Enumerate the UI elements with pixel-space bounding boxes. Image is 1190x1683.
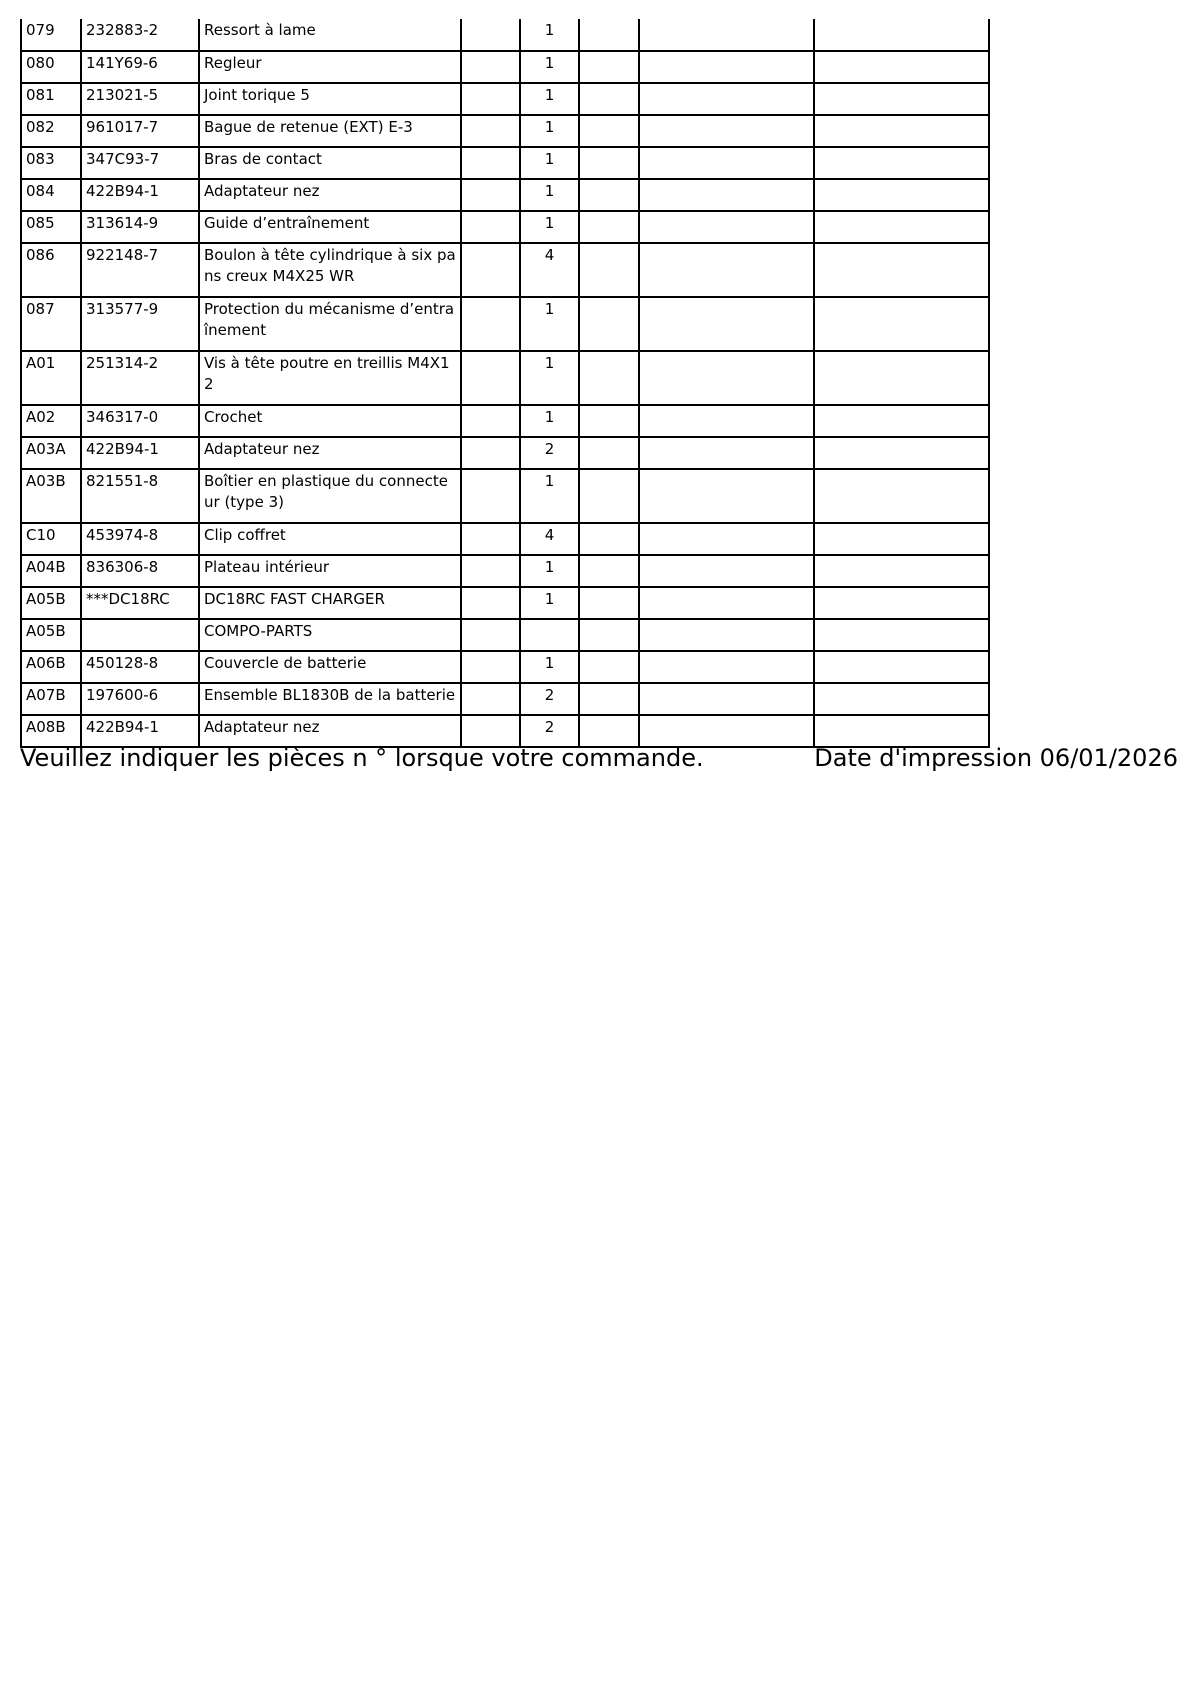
part-description-text: Joint torique 5 [204,86,310,104]
table-row [21,211,989,243]
empty-cell [461,683,520,715]
part-number-cell: 079 [21,19,81,51]
table-row [21,523,989,555]
empty-cell [579,115,639,147]
empty-cell [639,83,814,115]
part-description-cell [199,619,461,651]
part-reference-cell: 141Y69-6 [81,51,199,83]
part-reference-cell [81,619,199,651]
part-quantity-cell: 1 [520,405,579,437]
empty-cell [639,469,814,523]
empty-cell [579,619,639,651]
part-description-cell [199,587,461,619]
empty-cell [814,297,989,351]
part-reference-cell: 836306-8 [81,555,199,587]
empty-cell [461,469,520,523]
part-description-cell [199,179,461,211]
part-description-cell [199,297,461,351]
empty-cell [814,19,989,51]
empty-cell [814,243,989,297]
empty-cell [814,211,989,243]
empty-cell [461,523,520,555]
empty-cell [814,555,989,587]
part-reference-cell: 422B94-1 [81,715,199,747]
part-quantity-cell: 2 [520,683,579,715]
part-quantity-cell: 1 [520,83,579,115]
empty-cell [579,683,639,715]
part-reference-cell: 422B94-1 [81,437,199,469]
empty-cell [639,683,814,715]
part-description-text: COMPO-PARTS [204,622,313,640]
empty-cell [579,211,639,243]
empty-cell [639,405,814,437]
table-row [21,297,989,351]
part-description-cell [199,683,461,715]
empty-cell [639,651,814,683]
empty-cell [814,523,989,555]
empty-cell [814,351,989,405]
part-description-text: Vis à tête poutre en treillis M4X12 [204,354,450,393]
empty-cell [639,555,814,587]
empty-cell [639,115,814,147]
empty-cell [639,147,814,179]
part-description-text: Ensemble BL1830B de la batterie [204,686,456,704]
empty-cell [461,651,520,683]
table-row [21,683,989,715]
empty-cell [579,351,639,405]
part-description-text: Bras de contact [204,150,322,168]
empty-cell [461,619,520,651]
empty-cell [461,83,520,115]
part-description-cell [199,115,461,147]
part-number-cell: A03A [21,437,81,469]
part-description-text: Couvercle de batterie [204,654,367,672]
part-quantity-cell: 1 [520,147,579,179]
empty-cell [461,179,520,211]
empty-cell [579,405,639,437]
part-number-cell: 085 [21,211,81,243]
part-quantity-cell: 1 [520,19,579,51]
empty-cell [639,619,814,651]
table-row [21,555,989,587]
part-description-cell [199,243,461,297]
empty-cell [461,19,520,51]
empty-cell [639,211,814,243]
parts-table [20,19,990,748]
print-date: Date d'impression 06/01/2026 [814,744,1178,772]
part-number-cell: A02 [21,405,81,437]
part-number-cell: 080 [21,51,81,83]
empty-cell [461,297,520,351]
part-reference-cell: 821551-8 [81,469,199,523]
part-reference-cell: 450128-8 [81,651,199,683]
empty-cell [461,405,520,437]
empty-cell [814,469,989,523]
empty-cell [814,683,989,715]
empty-cell [814,651,989,683]
part-description-text: Plateau intérieur [204,558,330,576]
part-reference-cell: 213021-5 [81,83,199,115]
part-description-text: Clip coffret [204,526,286,544]
empty-cell [461,211,520,243]
part-number-cell: A01 [21,351,81,405]
empty-cell [579,243,639,297]
empty-cell [639,19,814,51]
part-quantity-cell: 4 [520,523,579,555]
part-quantity-cell: 1 [520,651,579,683]
part-reference-cell: 251314-2 [81,351,199,405]
part-description-cell [199,83,461,115]
empty-cell [639,351,814,405]
part-description-cell [199,437,461,469]
part-quantity-cell: 1 [520,51,579,83]
part-quantity-cell: 4 [520,243,579,297]
table-row [21,179,989,211]
empty-cell [579,651,639,683]
empty-cell [639,297,814,351]
part-reference-cell: 961017-7 [81,115,199,147]
part-reference-cell: 313614-9 [81,211,199,243]
part-reference-cell: 313577-9 [81,297,199,351]
empty-cell [461,115,520,147]
part-quantity-cell: 1 [520,587,579,619]
empty-cell [461,587,520,619]
empty-cell [579,555,639,587]
part-number-cell: 082 [21,115,81,147]
empty-cell [639,587,814,619]
table-row [21,651,989,683]
part-description-cell [199,51,461,83]
part-number-cell: A05B [21,587,81,619]
part-quantity-cell: 1 [520,555,579,587]
empty-cell [579,587,639,619]
part-number-cell: 086 [21,243,81,297]
part-reference-cell: 346317-0 [81,405,199,437]
empty-cell [814,437,989,469]
part-description-text: Bague de retenue (EXT) E-3 [204,118,413,136]
part-quantity-cell [520,619,579,651]
empty-cell [579,437,639,469]
empty-cell [814,115,989,147]
part-quantity-cell: 1 [520,115,579,147]
table-row [21,587,989,619]
table-row [21,243,989,297]
table-row [21,469,989,523]
part-description-text: Crochet [204,408,263,426]
part-description-text: Guide d’entraînement [204,214,370,232]
part-description-text: DC18RC FAST CHARGER [204,590,385,608]
part-description-cell [199,147,461,179]
part-description-cell [199,211,461,243]
part-description-cell [199,651,461,683]
part-number-cell: 083 [21,147,81,179]
part-reference-cell: ***DC18RC [81,587,199,619]
empty-cell [461,243,520,297]
empty-cell [579,523,639,555]
empty-cell [814,405,989,437]
part-description-cell [199,405,461,437]
empty-cell [639,437,814,469]
table-row [21,115,989,147]
part-description-text: Boîtier en plastique du connecteur (type 3) [204,472,448,511]
part-quantity-cell: 1 [520,351,579,405]
empty-cell [461,351,520,405]
part-reference-cell: 422B94-1 [81,179,199,211]
part-quantity-cell: 2 [520,437,579,469]
part-quantity-cell: 1 [520,211,579,243]
part-description-cell [199,19,461,51]
empty-cell [814,83,989,115]
empty-cell [461,555,520,587]
empty-cell [579,51,639,83]
empty-cell [814,619,989,651]
part-number-cell: A06B [21,651,81,683]
part-description-cell [199,469,461,523]
empty-cell [639,179,814,211]
part-description-text: Protection du mécanisme d’entraînement [204,300,455,339]
empty-cell [639,51,814,83]
empty-cell [814,179,989,211]
part-description-text: Adaptateur nez [204,718,320,736]
part-description-cell [199,351,461,405]
part-quantity-cell: 2 [520,715,579,747]
empty-cell [639,523,814,555]
parts-table-body [21,19,989,747]
part-reference-cell: 922148-7 [81,243,199,297]
part-reference-cell: 453974-8 [81,523,199,555]
empty-cell [461,51,520,83]
table-row [21,51,989,83]
part-description-text: Regleur [204,54,262,72]
table-row [21,147,989,179]
part-reference-cell: 347C93-7 [81,147,199,179]
part-number-cell: 087 [21,297,81,351]
part-number-cell: A03B [21,469,81,523]
empty-cell [814,51,989,83]
part-number-cell: A04B [21,555,81,587]
empty-cell [579,19,639,51]
empty-cell [579,147,639,179]
empty-cell [639,243,814,297]
part-reference-cell: 232883-2 [81,19,199,51]
table-row [21,619,989,651]
part-quantity-cell: 1 [520,469,579,523]
empty-cell [814,147,989,179]
table-row [21,19,989,51]
order-instruction: Veuillez indiquer les pièces n ° lorsque votre commande. [20,744,704,772]
part-reference-cell: 197600-6 [81,683,199,715]
empty-cell [579,297,639,351]
part-number-cell: A08B [21,715,81,747]
empty-cell [461,437,520,469]
part-description-cell [199,523,461,555]
empty-cell [579,83,639,115]
part-description-cell [199,555,461,587]
empty-cell [814,587,989,619]
part-number-cell: C10 [21,523,81,555]
part-number-cell: 081 [21,83,81,115]
empty-cell [579,179,639,211]
part-number-cell: A05B [21,619,81,651]
part-description-text: Adaptateur nez [204,440,320,458]
empty-cell [579,469,639,523]
table-row [21,437,989,469]
table-row [21,83,989,115]
part-number-cell: A07B [21,683,81,715]
part-quantity-cell: 1 [520,179,579,211]
table-row [21,405,989,437]
part-description-text: Boulon à tête cylindrique à six pans creux M4X25 WR [204,246,456,285]
part-description-text: Ressort à lame [204,21,316,39]
part-description-text: Adaptateur nez [204,182,320,200]
empty-cell [461,147,520,179]
part-number-cell: 084 [21,179,81,211]
table-row [21,351,989,405]
part-quantity-cell: 1 [520,297,579,351]
